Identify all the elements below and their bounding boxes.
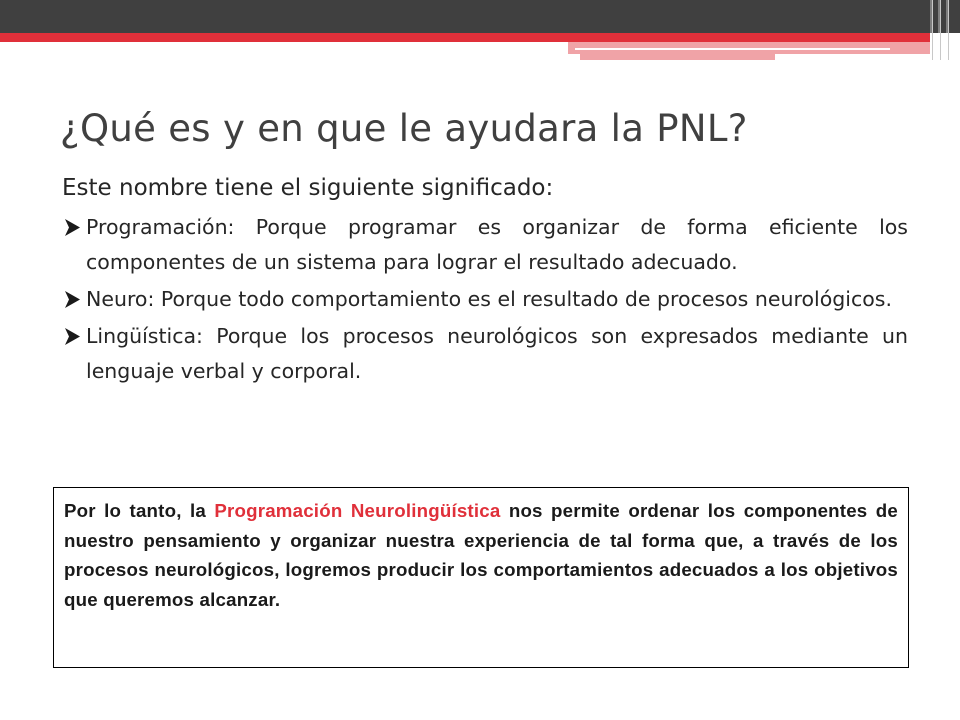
arrowhead-bullet-icon — [62, 319, 84, 354]
slide-title: ¿Qué es y en que le ayudara la PNL? — [60, 107, 748, 150]
header-accent-line — [0, 33, 930, 42]
arrowhead-bullet-icon — [62, 210, 84, 245]
conclusion-text-end: nos permite ordenar los componentes de nuestro pensamiento y organizar nuestra experiencia de tal forma que, a través de los procesos neurológicos, logremos producir los comportamientos adecuados a los objetivos que queremos alcanzar. — [64, 500, 898, 610]
bullet-item-linguistica — [62, 319, 908, 389]
conclusion-text — [64, 496, 898, 614]
bullet-text: Neuro: Porque todo comportamiento es el resultado de procesos neurológicos. — [86, 287, 892, 311]
header-accent-bar-short — [580, 54, 775, 60]
header-bar — [0, 0, 960, 33]
bullet-text: Lingüística: Porque los procesos neurológicos son expresados mediante un lenguaje verbal y corporal. — [86, 324, 908, 383]
intro-text: Este nombre tiene el siguiente significado: — [62, 175, 554, 201]
arrowhead-bullet-icon — [62, 282, 84, 317]
conclusion-text-start: Por lo tanto, la — [64, 500, 215, 521]
header-accent-divider — [575, 48, 890, 50]
header-vertical-rule — [932, 0, 933, 60]
bullet-item-programacion — [62, 210, 908, 280]
bullet-item-neuro — [62, 282, 908, 317]
bullet-text: Programación: Porque programar es organizar de forma eficiente los componentes de un sistema para lograr el resultado adecuado. — [86, 215, 908, 274]
conclusion-box — [53, 487, 909, 668]
slide-body — [62, 172, 908, 391]
highlight-term: Programación Neurolingüística — [214, 500, 501, 521]
header-vertical-rule — [948, 0, 949, 60]
header-vertical-rule — [940, 0, 941, 60]
